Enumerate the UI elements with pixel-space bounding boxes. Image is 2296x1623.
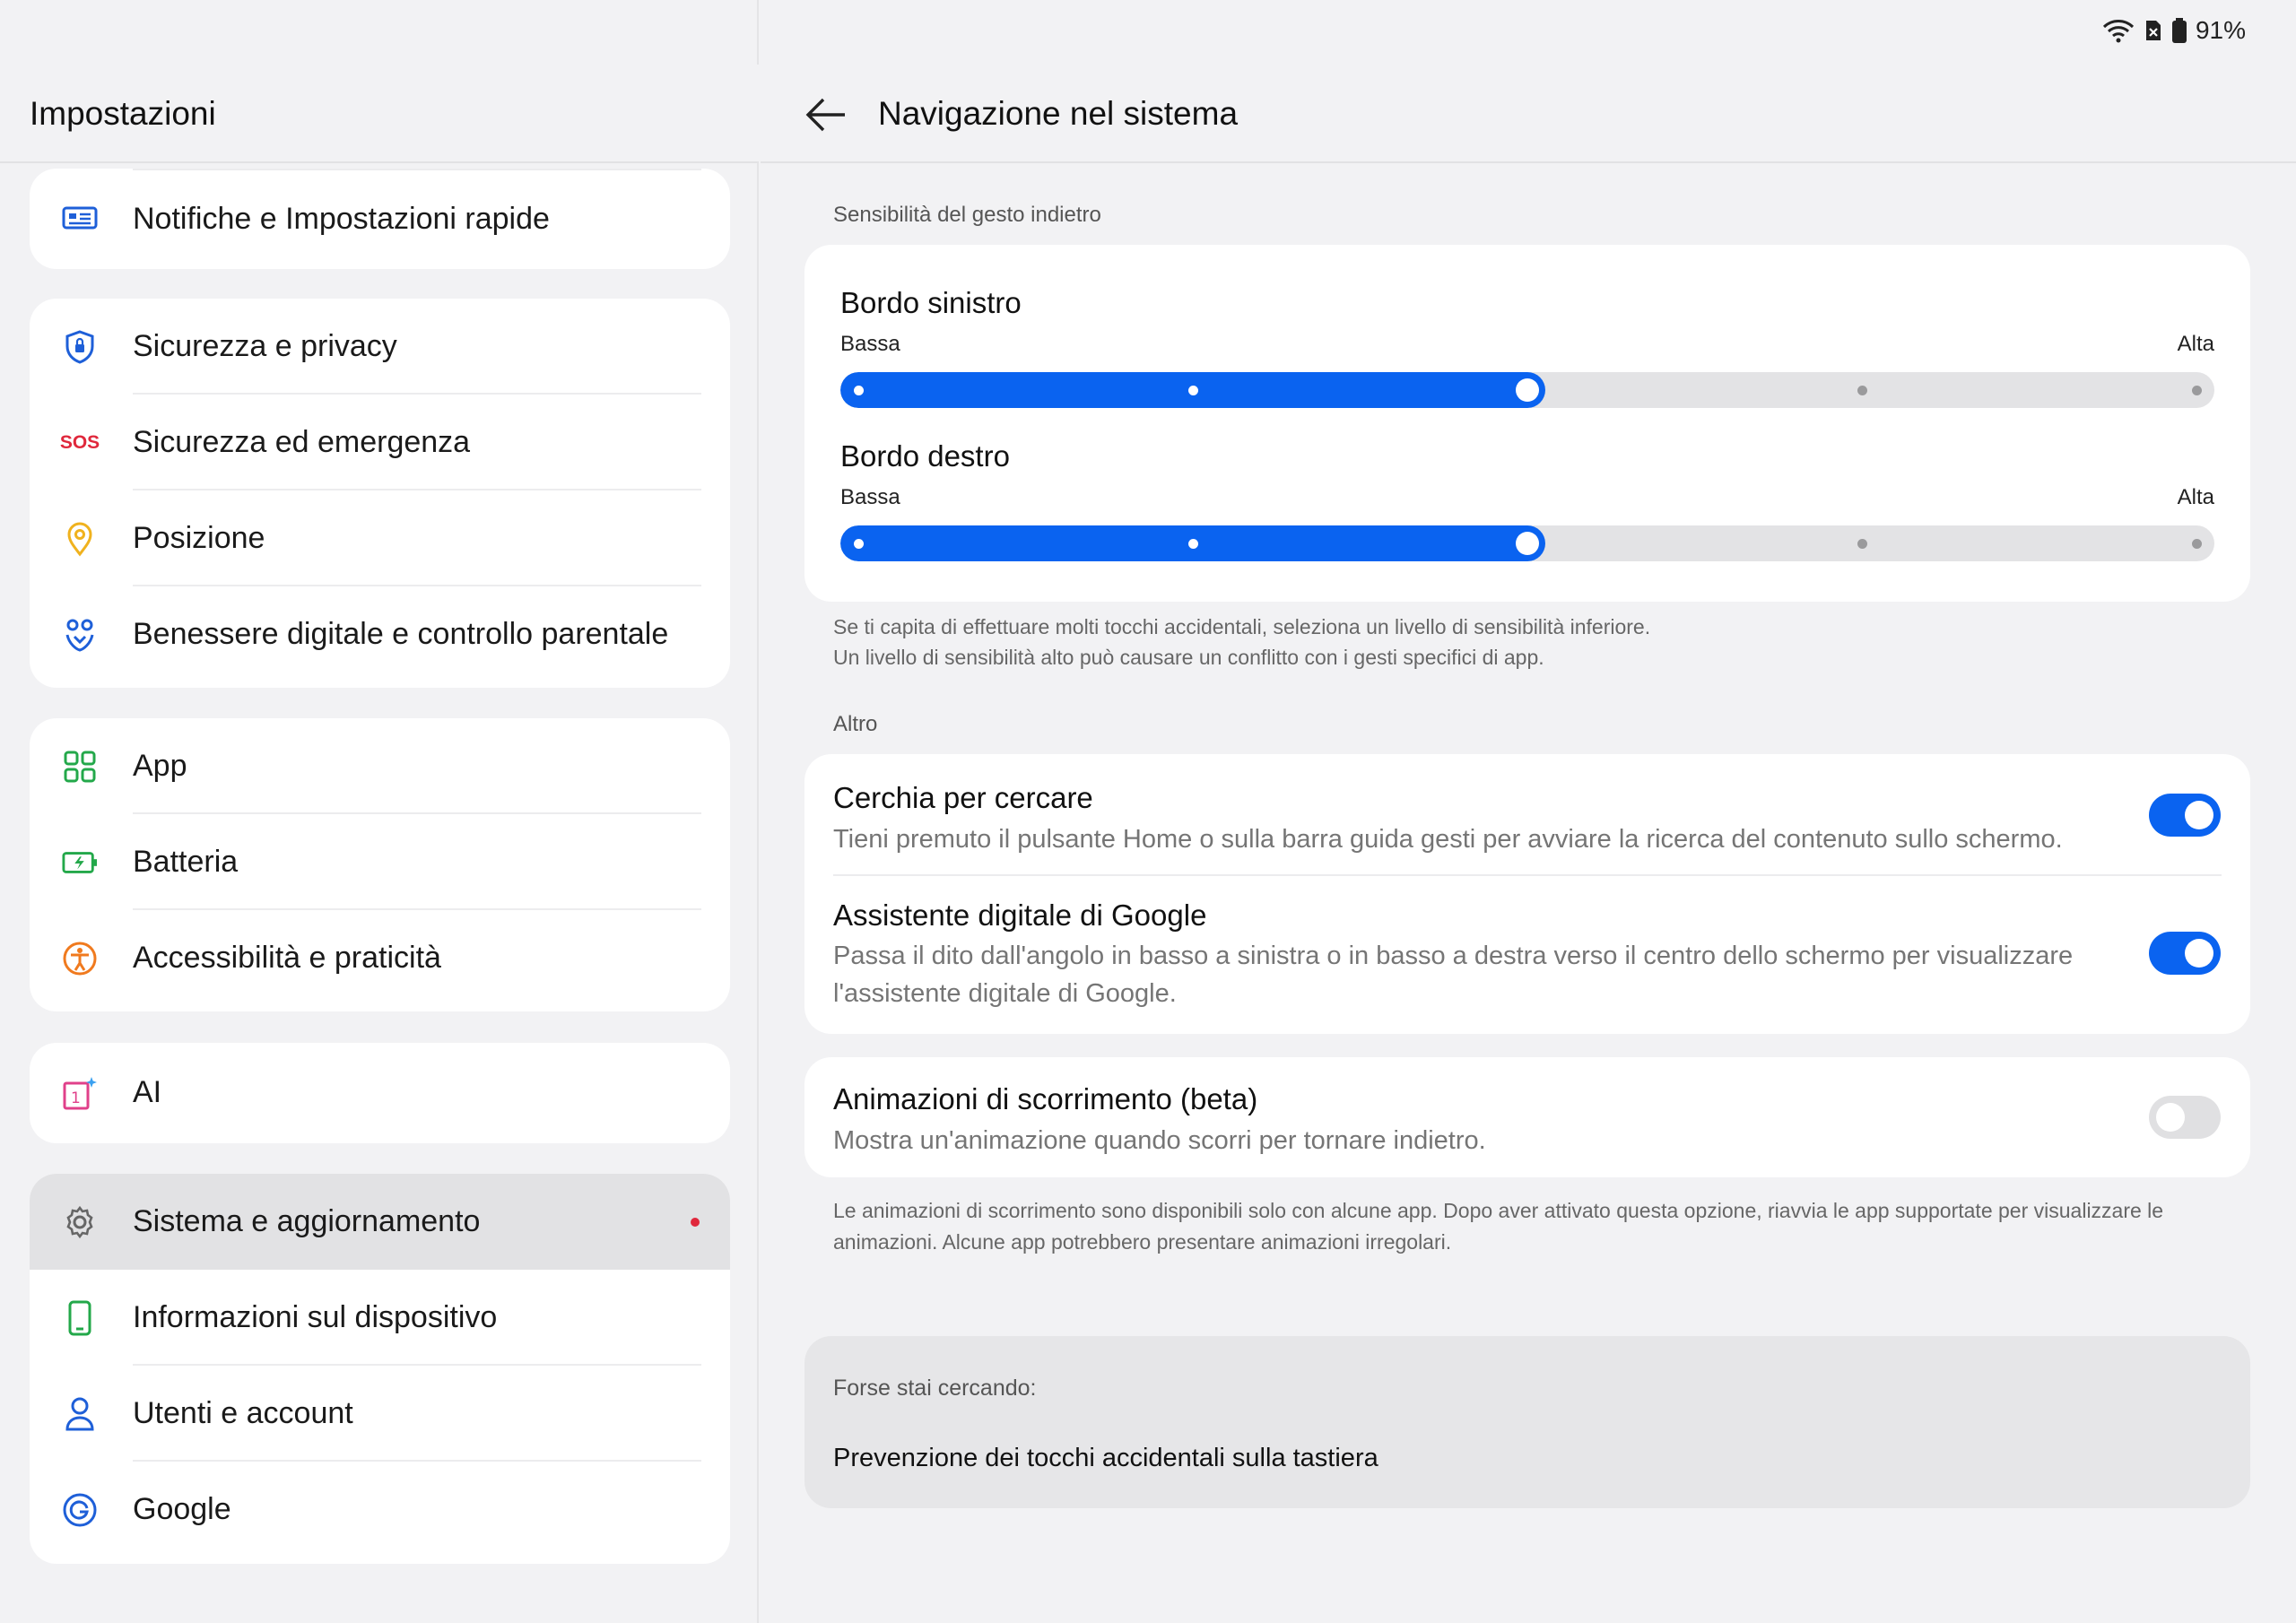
toggle-description: Mostra un'animazione quando scorri per tornare indietro.: [833, 1126, 1486, 1155]
left-header: [0, 65, 759, 163]
settings-list-pane: [0, 0, 759, 1623]
battery-level: 91%: [2195, 16, 2246, 44]
settings-group-security: [30, 299, 730, 688]
slider-low-label: Bassa: [840, 332, 900, 356]
menu-item-accessibility[interactable]: [30, 910, 730, 1006]
ai-icon: [62, 1075, 98, 1111]
menu-item-notifications[interactable]: [30, 171, 730, 267]
menu-item-users-accounts[interactable]: [30, 1366, 730, 1462]
settings-group-notifications: [30, 169, 730, 269]
slider-thumb[interactable]: [1516, 532, 1539, 555]
menu-item-device-info[interactable]: [30, 1270, 730, 1366]
menu-item-location[interactable]: [30, 490, 730, 586]
slider-step-dot: [854, 386, 864, 395]
menu-item-safety-emergency[interactable]: [30, 395, 730, 490]
scroll-animation-row[interactable]: [804, 1057, 2250, 1177]
slider-title-left-edge: Bordo sinistro: [840, 286, 1022, 319]
slider-step-dot: [1857, 539, 1867, 549]
sos-icon: [59, 425, 100, 461]
menu-item-label: AI: [133, 1075, 162, 1109]
section-header-other: Altro: [833, 712, 878, 736]
toggle-description: Tieni premuto il pulsante Home o sulla barra guida gesti per avviare la ricerca del contenuto sullo schermo.: [833, 825, 2063, 854]
shield-icon: [62, 329, 98, 365]
suggestion-label: Forse stai cercando:: [833, 1376, 1037, 1401]
menu-item-security-privacy[interactable]: [30, 299, 730, 395]
menu-item-label: Google: [133, 1492, 231, 1526]
menu-item-label: App: [133, 749, 187, 783]
battery-icon: [2172, 18, 2187, 43]
toggle-title: Assistente digitale di Google: [833, 898, 1207, 932]
google-assistant-row[interactable]: [804, 876, 2250, 1034]
menu-item-label: Accessibilità e praticità: [133, 941, 441, 975]
notification-panel-icon: [62, 202, 98, 238]
menu-item-apps[interactable]: [30, 718, 730, 814]
settings-group-ai: [30, 1043, 730, 1143]
page-title: Impostazioni: [30, 95, 216, 132]
menu-item-digital-wellbeing[interactable]: [30, 586, 730, 682]
slider-step-dot: [1188, 386, 1198, 395]
scroll-animation-note: Le animazioni di scorrimento sono disponibili solo con alcune app. Dopo aver attivato questa opzione, riavvia le app supportate per visualizzare le animazioni. Alcune app potrebbero presentare animazioni irregolari.: [833, 1199, 2164, 1254]
menu-item-label: Sicurezza e privacy: [133, 329, 397, 363]
google-assistant-switch[interactable]: [2149, 932, 2221, 975]
menu-item-label: Utenti e account: [133, 1396, 353, 1430]
circle-to-search-row[interactable]: [804, 754, 2250, 875]
detail-title: Navigazione nel sistema: [878, 95, 1239, 132]
google-icon: [62, 1492, 98, 1528]
gear-icon: [62, 1204, 98, 1240]
apps-grid-icon: [62, 749, 98, 785]
settings-group-apps: [30, 718, 730, 1011]
switch-knob: [2185, 939, 2213, 968]
circle-to-search-switch[interactable]: [2149, 794, 2221, 837]
sensitivity-note-line1: Se ti capita di effettuare molti tocchi accidentali, seleziona un livello di sensibilità inferiore.: [833, 615, 1651, 638]
switch-knob: [2156, 1103, 2185, 1132]
back-arrow-icon[interactable]: [804, 95, 848, 135]
other-options-card: [804, 754, 2250, 1034]
menu-item-label: Notifiche e Impostazioni rapide: [133, 202, 550, 236]
right-edge-sensitivity-slider[interactable]: [840, 525, 2214, 561]
suggestion-card: [804, 1336, 2250, 1508]
svg-text:1: 1: [71, 1089, 81, 1107]
menu-item-ai[interactable]: [30, 1045, 730, 1141]
slider-thumb[interactable]: [1516, 378, 1539, 402]
slider-high-label: Alta: [2177, 332, 2214, 356]
phone-icon: [62, 1300, 98, 1336]
update-badge-dot: [691, 1218, 700, 1227]
menu-item-system-update[interactable]: [30, 1174, 730, 1270]
location-pin-icon: [62, 521, 98, 557]
divider: [133, 169, 701, 170]
sensitivity-card: [804, 245, 2250, 602]
slider-step-dot: [2192, 539, 2202, 549]
scroll-animation-card: [804, 1057, 2250, 1177]
user-icon: [62, 1396, 98, 1432]
toggle-title: Cerchia per cercare: [833, 781, 1093, 814]
slider-step-dot: [854, 539, 864, 549]
wifi-icon: [2102, 18, 2135, 43]
menu-item-label: Sistema e aggiornamento: [133, 1204, 481, 1238]
slider-step-dot: [1188, 539, 1198, 549]
scroll-animation-switch[interactable]: [2149, 1096, 2221, 1139]
switch-knob: [2185, 801, 2213, 829]
menu-item-label: Posizione: [133, 521, 265, 555]
toggle-description: Passa il dito dall'angolo in basso a sinistra o in basso a destra verso il centro dello schermo per visualizzare l'assistente digitale di Google.: [833, 942, 2074, 1008]
settings-group-system: [30, 1174, 730, 1564]
detail-header: [761, 65, 2296, 163]
toggle-title: Animazioni di scorrimento (beta): [833, 1082, 1258, 1115]
battery-charging-icon: [62, 845, 98, 881]
slider-step-dot: [1857, 386, 1867, 395]
menu-item-label: Benessere digitale e controllo parentale: [133, 617, 669, 651]
menu-item-label: Batteria: [133, 845, 239, 879]
slider-high-label: Alta: [2177, 485, 2214, 509]
status-icons-right: [2102, 16, 2246, 45]
left-edge-sensitivity-slider[interactable]: [840, 372, 2214, 408]
wellbeing-icon: [62, 617, 98, 653]
sim-off-icon: [2144, 18, 2163, 43]
slider-low-label: Bassa: [840, 485, 900, 509]
slider-step-dot: [2192, 386, 2202, 395]
menu-item-battery[interactable]: [30, 814, 730, 910]
sos-icon-text: SOS: [59, 431, 100, 453]
sensitivity-note-line2: Un livello di sensibilità alto può causare un conflitto con i gesti specifici di app.: [833, 646, 1544, 669]
menu-item-label: Sicurezza ed emergenza: [133, 425, 471, 459]
menu-item-label: Informazioni sul dispositivo: [133, 1300, 498, 1334]
menu-item-google[interactable]: [30, 1462, 730, 1558]
section-header-sensitivity: Sensibilità del gesto indietro: [833, 203, 1101, 227]
slider-title-right-edge: Bordo destro: [840, 439, 1010, 473]
accessibility-icon: [62, 941, 98, 976]
suggestion-link-keyboard-touch-prevention[interactable]: Prevenzione dei tocchi accidentali sulla tastiera: [833, 1444, 1378, 1472]
